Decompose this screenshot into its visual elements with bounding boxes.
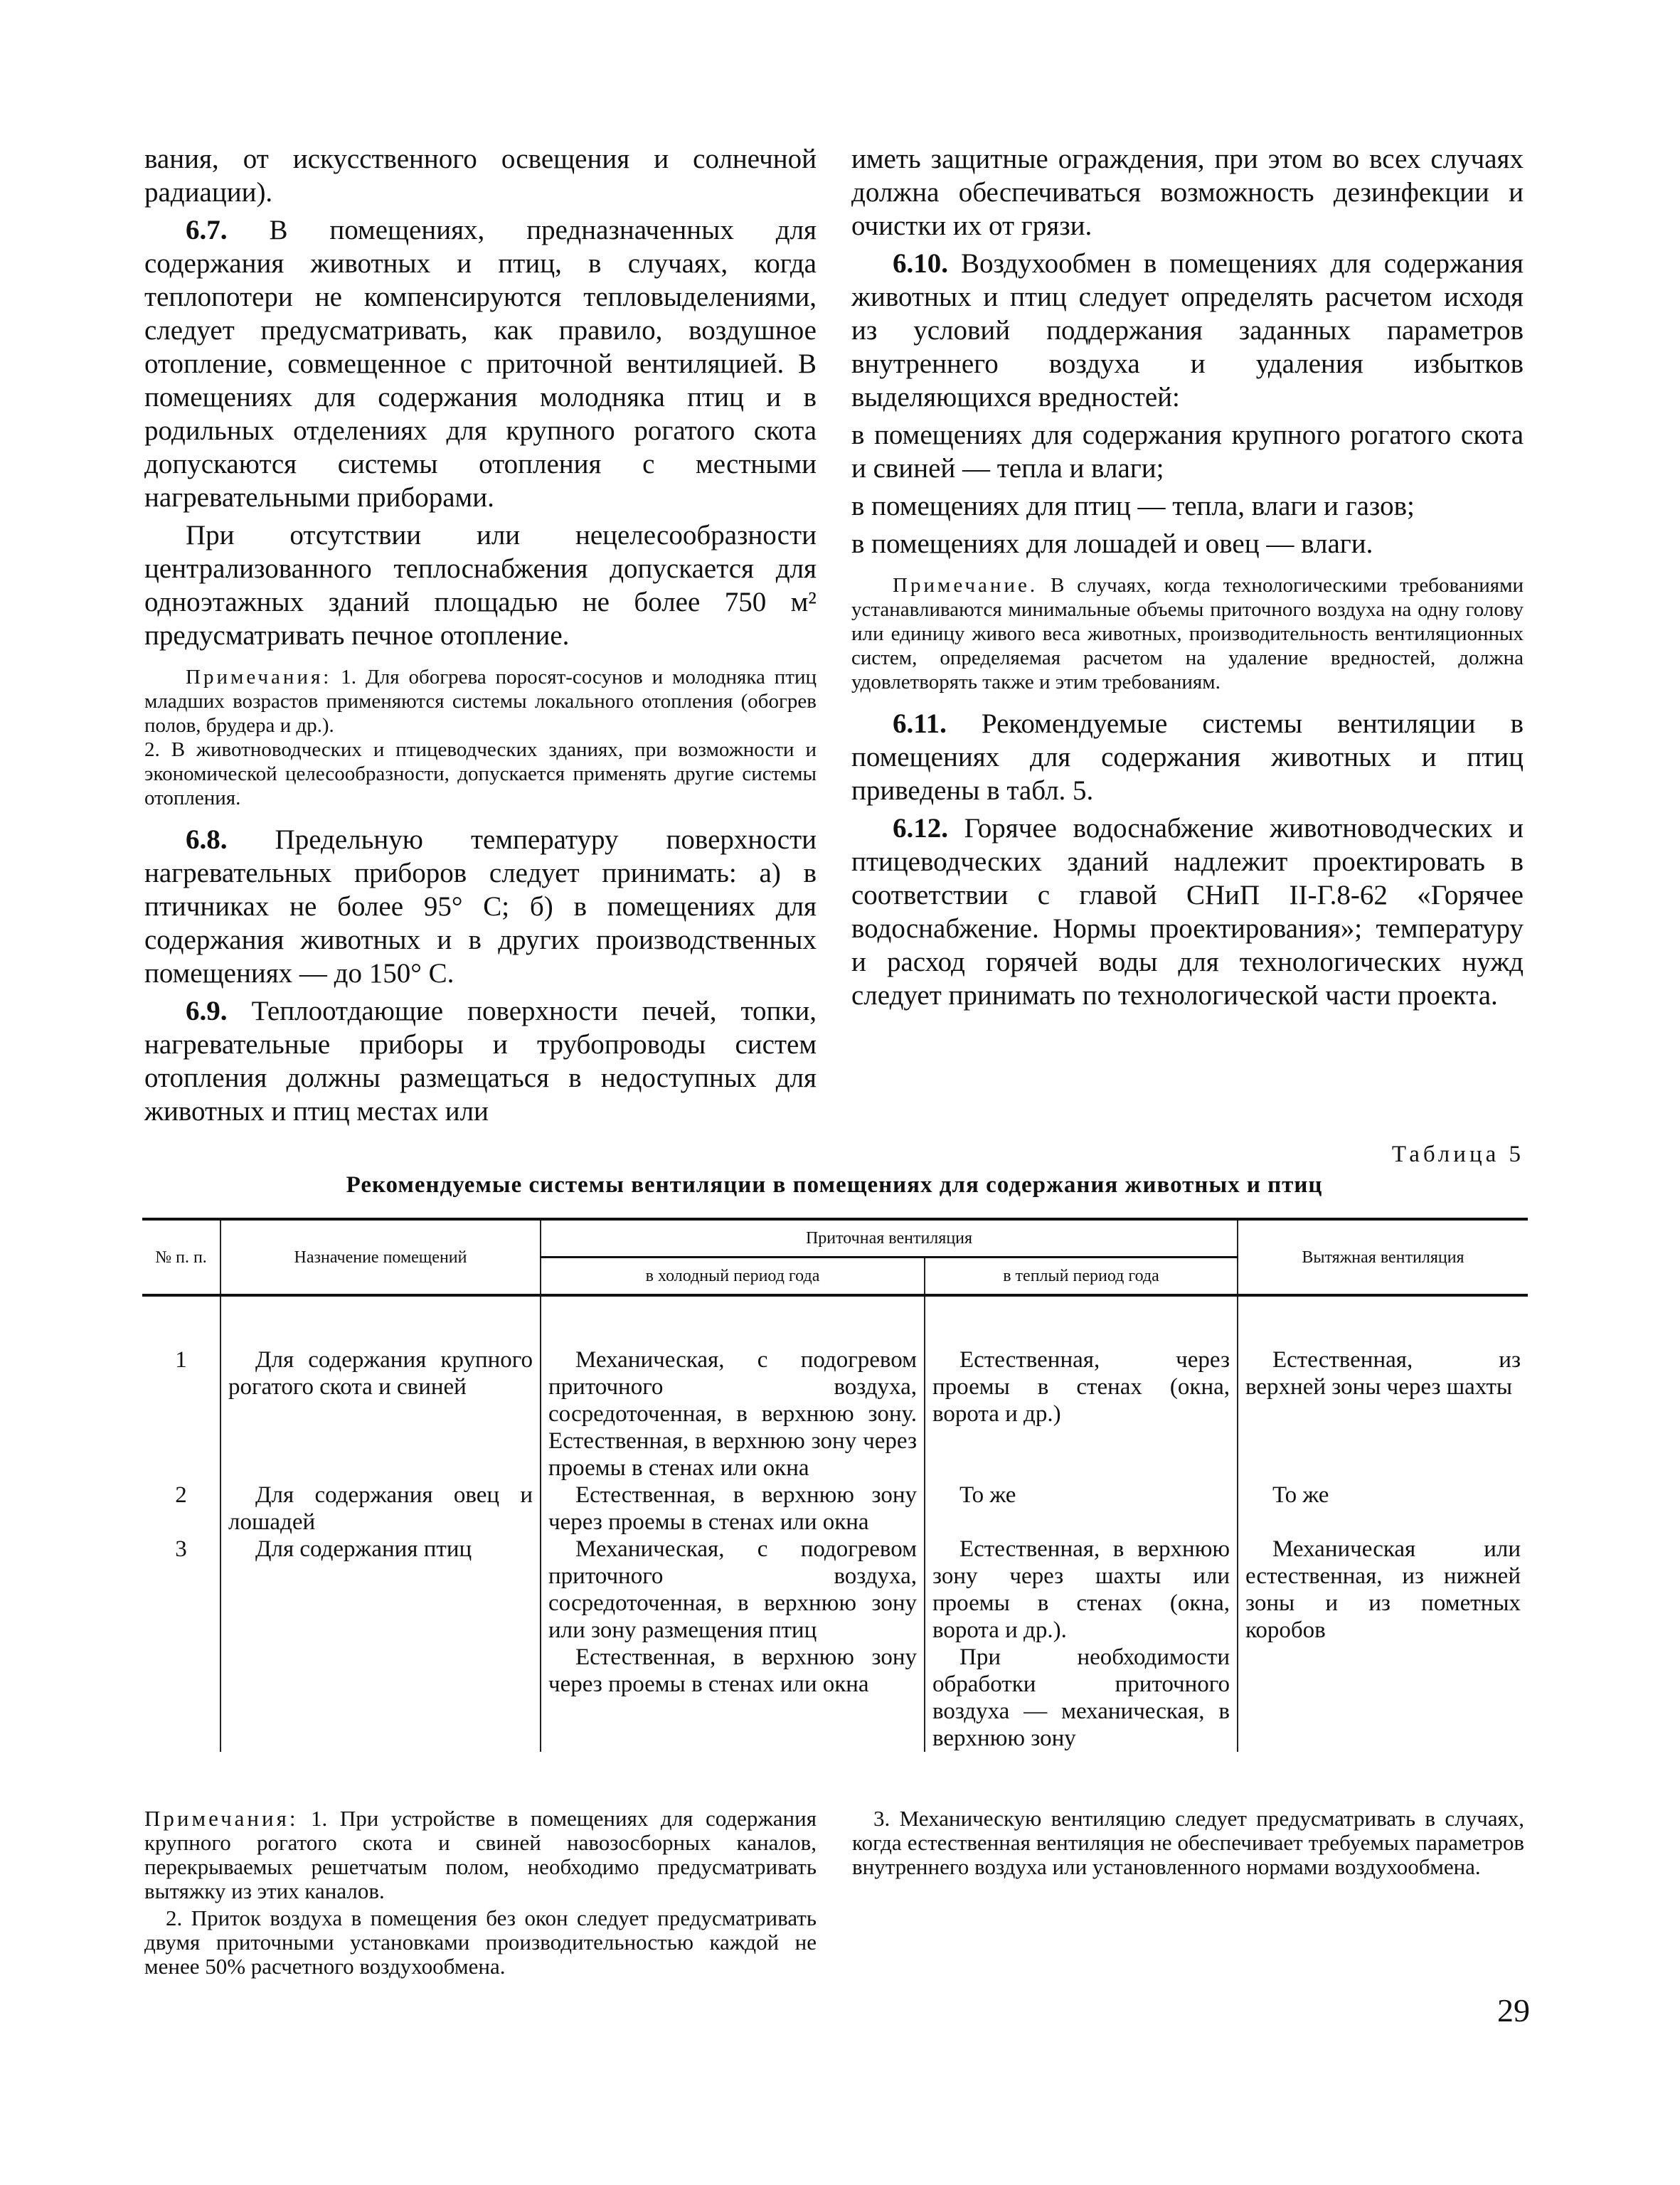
note-1: 1. Для обогрева поросят-сосунов и молодняка птиц младших возрастов применяются системы локального отопления (обогрев полов, брудера и др.). bbox=[144, 666, 817, 737]
list-item: в помещениях для птиц — тепла, влаги и газов; bbox=[851, 491, 1415, 521]
table-row bbox=[142, 1346, 1528, 1482]
note bbox=[851, 573, 1524, 694]
right-text-column bbox=[851, 142, 1524, 1016]
paragraph-6-11 bbox=[851, 707, 1524, 807]
header-purpose: Назначение помещений bbox=[220, 1219, 541, 1295]
clause-number: 6.11. bbox=[893, 708, 947, 739]
header-supply: Приточная вентиляция bbox=[541, 1219, 1238, 1258]
cell-number: 3 bbox=[175, 1536, 187, 1562]
paragraph-6-10 bbox=[851, 247, 1524, 414]
notes-label: Примечания: bbox=[186, 666, 332, 689]
ventilation-table bbox=[142, 1218, 1528, 1752]
header-warm: в теплый период года bbox=[925, 1258, 1238, 1296]
table-notes-right bbox=[852, 1807, 1524, 1982]
note-text: В случаях, когда технологическими требованиями устанавливаются минимальные объемы приточного воздуха на одну голову или единицу живого веса животных, производительность вентиляционных систем, определяемая расчетом на удаление вредностей, должна удовлетворять также и этим требованиям. bbox=[851, 574, 1524, 693]
table-title: Рекомендуемые системы вентиляции в помещениях для содержания животных и птиц bbox=[346, 1172, 1323, 1198]
notes bbox=[144, 665, 817, 810]
table-notes-left bbox=[144, 1807, 817, 1982]
page-number: 29 bbox=[1497, 1992, 1530, 2029]
clause-text: Теплоотдающие поверхности печей, топки, нагревательные приборы и трубопроводы систем отопления должны размещаться в недоступных для животных и птиц местах или bbox=[144, 996, 817, 1127]
table-notes-label: Примечания: bbox=[144, 1806, 299, 1831]
cell-number: 1 bbox=[175, 1347, 187, 1373]
table-note-2: 2. Приток воздуха в помещения без окон следует предусматривать двумя приточными установками производительностью каждой не менее 50% расчетного воздухообмена. bbox=[144, 1905, 817, 1979]
clause-number: 6.9. bbox=[186, 996, 228, 1026]
clause-number: 6.8. bbox=[186, 824, 228, 855]
header-number: № п. п. bbox=[142, 1219, 220, 1295]
cell-exhaust: Естественная, из верхней зоны через шахты bbox=[1238, 1346, 1528, 1482]
clause-number: 6.10. bbox=[893, 248, 948, 279]
table-row bbox=[142, 1482, 1528, 1536]
paragraph: вания, от искусственного освещения и солнечной радиации). bbox=[144, 144, 817, 208]
clause-text: В помещениях, предназначенных для содержания животных и птиц, в случаях, когда теплопотери не компенсируются тепловыделениями, следует предусматривать, как правило, воздушное отопление, совмещенное с приточной вентиляцией. В помещениях для содержания молодняка птиц и в родильных отделениях для крупного рогатого скота допускаются системы отопления с местными нагревательными приборами. bbox=[144, 215, 817, 513]
table-note-3: 3. Механическую вентиляцию следует предусматривать в случаях, когда естественная вентиляция не обеспечивает требуемых параметров внутреннего воздуха или установленного нормами воздухообмена. bbox=[852, 1806, 1524, 1879]
note-2: 2. В животноводческих и птицеводческих зданиях, при возможности и экономической целесообразности, допускается применять другие системы отопления. bbox=[144, 738, 817, 809]
table-row bbox=[142, 1536, 1528, 1752]
clause-number: 6.7. bbox=[186, 215, 228, 245]
paragraph: иметь защитные ограждения, при этом во всех случаях должна обеспечиваться возможность дезинфекции и очистки их от грязи. bbox=[851, 144, 1524, 241]
paragraph-6-12 bbox=[851, 812, 1524, 1012]
cell-cold: Механическая, с подогревом приточного воздуха, сосредоточенная, в верхнюю зону. Естественная, в верхнюю зону через проемы в стенах или окна bbox=[541, 1346, 925, 1482]
table-caption: Таблица 5 bbox=[1391, 1142, 1524, 1167]
cell-cold: Естественная, в верхнюю зону через проемы в стенах или окна bbox=[541, 1482, 925, 1536]
cell-purpose: Для содержания птиц bbox=[220, 1536, 541, 1752]
paragraph-6-9 bbox=[144, 994, 817, 1128]
cell-warm: То же bbox=[925, 1482, 1238, 1536]
cell-number: 2 bbox=[175, 1482, 187, 1508]
note-label: Примечание. bbox=[893, 574, 1038, 597]
list-item: в помещениях для содержания крупного рогатого скота и свиней — тепла и влаги; bbox=[851, 420, 1524, 484]
header-exhaust: Вытяжная вентиляция bbox=[1238, 1219, 1528, 1295]
clause-text: Рекомендуемые системы вентиляции в помещениях для содержания животных и птиц приведены в табл. 5. bbox=[851, 708, 1524, 806]
left-text-column bbox=[144, 142, 817, 1132]
cell-warm: Естественная, через проемы в стенах (окна, ворота и др.) bbox=[925, 1346, 1238, 1482]
clause-text: Предельную температуру поверхности нагревательных приборов следует принимать: а) в птичниках не более 95° С; б) в помещениях для содержания животных и в других производственных помещениях — до 150° С. bbox=[144, 824, 817, 989]
table-note-1: 1. При устройстве в помещениях для содержания крупного рогатого скота и свиней навозосборных каналов, перекрываемых решетчатым полом, необходимо предусматривать вытяжку из этих каналов. bbox=[144, 1806, 817, 1903]
header-cold: в холодный период года bbox=[541, 1258, 925, 1296]
clause-number: 6.12. bbox=[893, 813, 948, 844]
table-notes bbox=[144, 1807, 1524, 1982]
clause-text: Воздухообмен в помещениях для содержания животных и птиц следует определять расчетом исходя из условий поддержания заданных параметров внутреннего воздуха и удаления избытков выделяющихся вредностей: bbox=[851, 248, 1524, 413]
cell-exhaust: То же bbox=[1238, 1482, 1528, 1536]
cell-purpose: Для содержания овец и лошадей bbox=[220, 1482, 541, 1536]
cell-exhaust: Механическая или естественная, из нижней зоны и из пометных коробов bbox=[1238, 1536, 1528, 1752]
cell-warm: Естественная, в верхнюю зону через шахты или проемы в стенах (окна, ворота и др.). При необходимости обработки приточного воздуха — механическая, в верхнюю зону bbox=[925, 1536, 1238, 1752]
cell-cold: Механическая, с подогревом приточного воздуха, сосредоточенная, в верхнюю зону или зону размещения птиц Естественная, в верхнюю зону через проемы в стенах или окна bbox=[541, 1536, 925, 1752]
paragraph: При отсутствии или нецелесообразности централизованного теплоснабжения допускается для одноэтажных зданий площадью не более 750 м² предусматривать печное отопление. bbox=[144, 520, 817, 651]
clause-text: Горячее водоснабжение животноводческих и птицеводческих зданий надлежит проектировать в соответствии с главой СНиП II-Г.8-62 «Горячее водоснабжение. Нормы проектирования»; температуру и расход горячей воды для технологических нужд следует принимать по технологической части проекта. bbox=[851, 813, 1524, 1011]
cell-purpose: Для содержания крупного рогатого скота и свиней bbox=[220, 1346, 541, 1482]
paragraph-6-8 bbox=[144, 823, 817, 990]
list-item: в помещениях для лошадей и овец — влаги. bbox=[851, 528, 1373, 559]
paragraph-6-7 bbox=[144, 213, 817, 514]
